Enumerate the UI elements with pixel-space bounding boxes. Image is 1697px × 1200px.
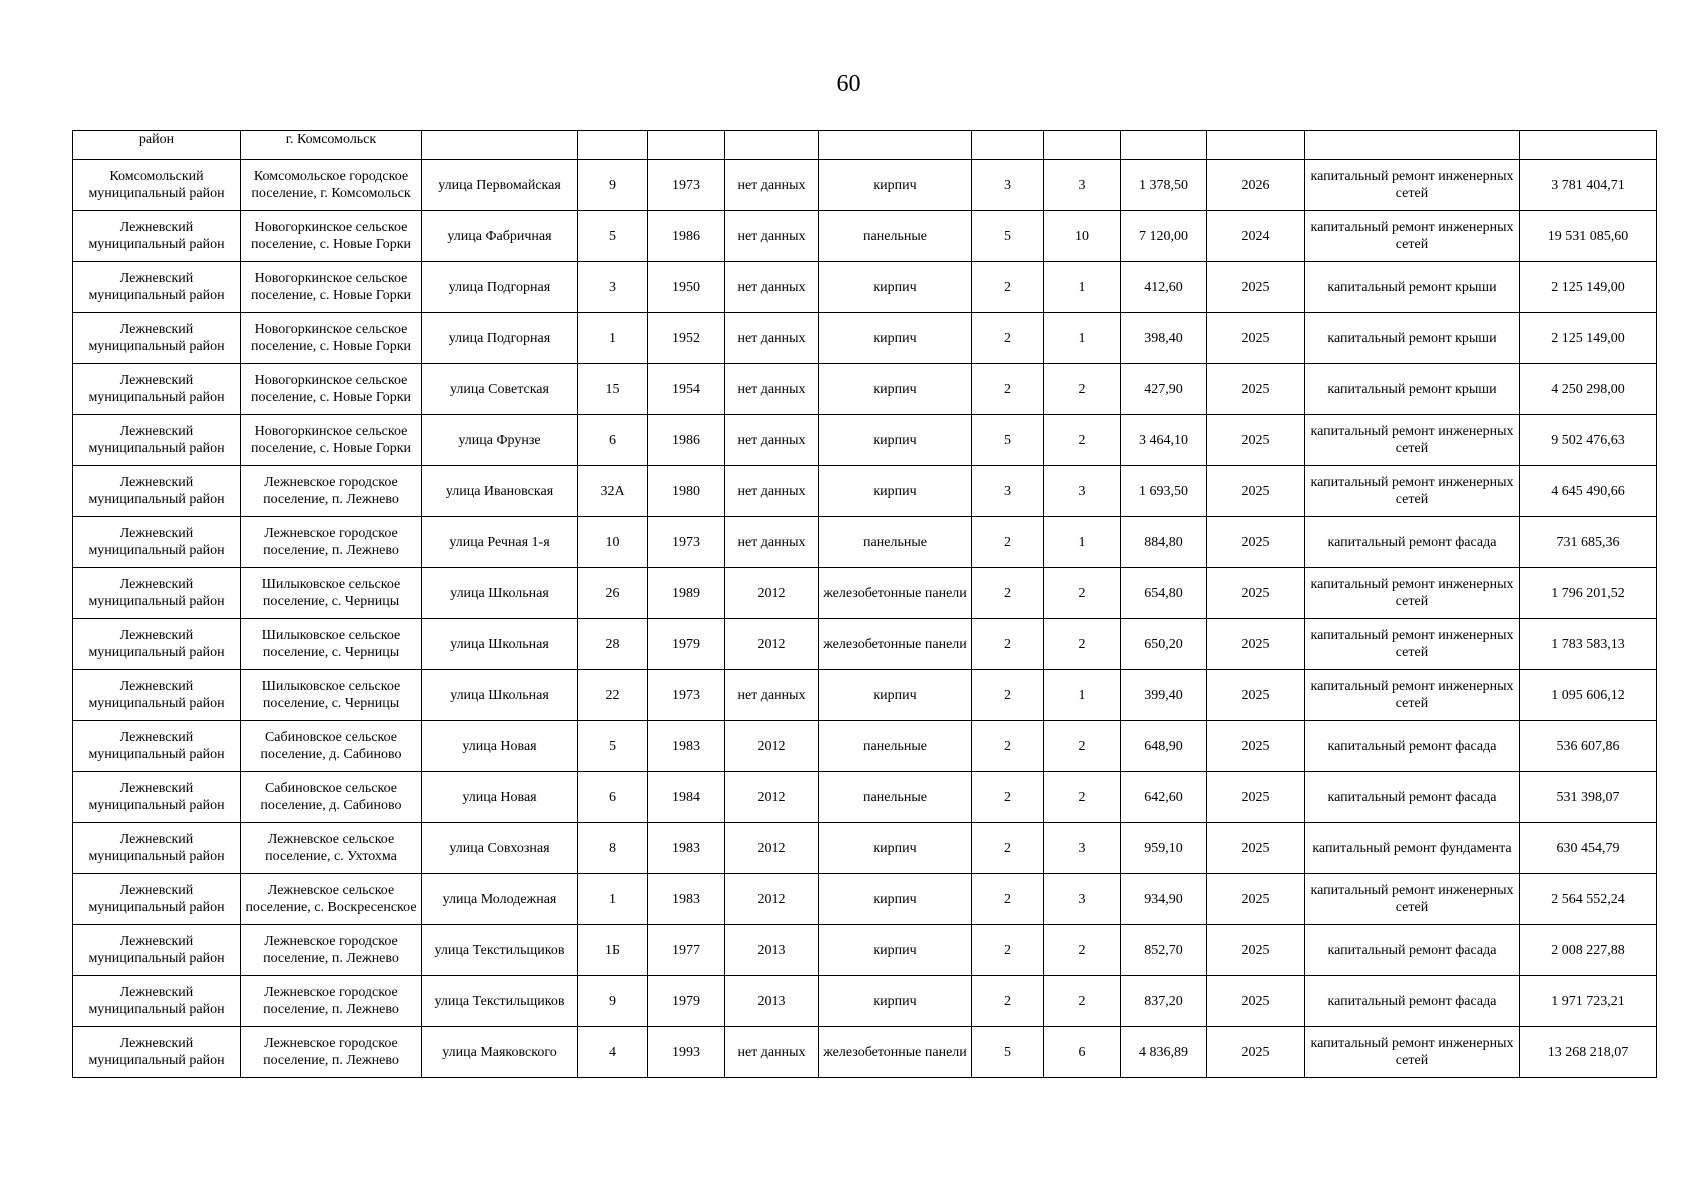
table-row (73, 160, 1657, 211)
cell-last-repair-year: нет данных (725, 364, 819, 415)
cell-build-year: 1954 (648, 364, 725, 415)
cell-wall-material: панельные (819, 721, 972, 772)
cell-area: 3 464,10 (1121, 415, 1207, 466)
cell-wall-material: железобетонные панели (819, 1027, 972, 1078)
cell-settlement: Лежневское городское поселение, п. Лежнево (241, 976, 422, 1027)
cell-last-repair-year: нет данных (725, 466, 819, 517)
cell-work-type: капитальный ремонт фундамента (1305, 823, 1520, 874)
table-row (73, 925, 1657, 976)
cell-street: улица Молодежная (422, 874, 578, 925)
cell-street: улица Текстильщиков (422, 925, 578, 976)
cell-work-type: капитальный ремонт фасада (1305, 517, 1520, 568)
cell-entrances (1044, 131, 1121, 160)
cell-street: улица Новая (422, 772, 578, 823)
cell-district: Лежневский муниципальный район (73, 466, 241, 517)
table-row (73, 313, 1657, 364)
table-row (73, 874, 1657, 925)
cell-street: улица Речная 1-я (422, 517, 578, 568)
cell-floors: 2 (972, 925, 1044, 976)
housing-repair-table (72, 130, 1657, 1078)
cell-wall-material: кирпич (819, 925, 972, 976)
cell-last-repair-year: нет данных (725, 211, 819, 262)
cell-house-number: 6 (578, 415, 648, 466)
cell-street: улица Подгорная (422, 313, 578, 364)
cell-area: 648,90 (1121, 721, 1207, 772)
cell-entrances: 3 (1044, 160, 1121, 211)
cell-floors: 2 (972, 874, 1044, 925)
cell-plan-year: 2025 (1207, 874, 1305, 925)
cell-work-type: капитальный ремонт фасада (1305, 772, 1520, 823)
cell-street (422, 131, 578, 160)
cell-floors: 2 (972, 619, 1044, 670)
cell-last-repair-year: 2012 (725, 721, 819, 772)
cell-entrances: 2 (1044, 568, 1121, 619)
cell-floors: 5 (972, 415, 1044, 466)
cell-street: улица Текстильщиков (422, 976, 578, 1027)
cell-entrances: 2 (1044, 772, 1121, 823)
cell-cost: 19 531 085,60 (1520, 211, 1657, 262)
cell-cost: 2 125 149,00 (1520, 313, 1657, 364)
cell-wall-material: кирпич (819, 415, 972, 466)
cell-settlement: Лежневское городское поселение, п. Лежнево (241, 517, 422, 568)
cell-area: 7 120,00 (1121, 211, 1207, 262)
cell-settlement: Новогоркинское сельское поселение, с. Новые Горки (241, 313, 422, 364)
cell-cost: 1 796 201,52 (1520, 568, 1657, 619)
cell-settlement: Сабиновское сельское поселение, д. Сабиново (241, 772, 422, 823)
cell-work-type: капитальный ремонт крыши (1305, 364, 1520, 415)
cell-district: Лежневский муниципальный район (73, 364, 241, 415)
cell-area: 959,10 (1121, 823, 1207, 874)
cell-build-year: 1993 (648, 1027, 725, 1078)
cell-street: улица Ивановская (422, 466, 578, 517)
cell-entrances: 2 (1044, 976, 1121, 1027)
cell-last-repair-year: 2013 (725, 976, 819, 1027)
cell-last-repair-year: 2012 (725, 568, 819, 619)
cell-floors: 2 (972, 568, 1044, 619)
cell-district: Лежневский муниципальный район (73, 262, 241, 313)
cell-house-number: 6 (578, 772, 648, 823)
cell-settlement: Лежневское сельское поселение, с. Воскресенское (241, 874, 422, 925)
cell-wall-material: панельные (819, 517, 972, 568)
cell-entrances: 2 (1044, 619, 1121, 670)
cell-cost: 630 454,79 (1520, 823, 1657, 874)
cell-last-repair-year (725, 131, 819, 160)
cell-house-number: 4 (578, 1027, 648, 1078)
cell-street: улица Школьная (422, 619, 578, 670)
table-row (73, 619, 1657, 670)
cell-cost: 2 008 227,88 (1520, 925, 1657, 976)
cell-floors: 3 (972, 160, 1044, 211)
table-row (73, 211, 1657, 262)
cell-plan-year: 2025 (1207, 772, 1305, 823)
cell-build-year: 1979 (648, 976, 725, 1027)
cell-area: 398,40 (1121, 313, 1207, 364)
cell-house-number: 9 (578, 160, 648, 211)
cell-plan-year: 2025 (1207, 1027, 1305, 1078)
cell-house-number: 22 (578, 670, 648, 721)
cell-plan-year: 2025 (1207, 262, 1305, 313)
table-row (73, 976, 1657, 1027)
table-row (73, 568, 1657, 619)
cell-work-type: капитальный ремонт крыши (1305, 313, 1520, 364)
cell-area: 399,40 (1121, 670, 1207, 721)
cell-district: район (73, 131, 241, 160)
cell-house-number: 5 (578, 721, 648, 772)
cell-work-type: капитальный ремонт инженерных сетей (1305, 415, 1520, 466)
cell-house-number: 5 (578, 211, 648, 262)
cell-work-type: капитальный ремонт инженерных сетей (1305, 211, 1520, 262)
cell-area: 884,80 (1121, 517, 1207, 568)
cell-street: улица Школьная (422, 568, 578, 619)
cell-street: улица Фрунзе (422, 415, 578, 466)
cell-wall-material: железобетонные панели (819, 568, 972, 619)
cell-build-year: 1984 (648, 772, 725, 823)
table-row (73, 415, 1657, 466)
cell-last-repair-year: нет данных (725, 313, 819, 364)
table-row (73, 823, 1657, 874)
cell-street: улица Совхозная (422, 823, 578, 874)
table-row-continuation (73, 131, 1657, 160)
cell-floors: 2 (972, 670, 1044, 721)
cell-house-number: 1 (578, 313, 648, 364)
cell-floors: 2 (972, 976, 1044, 1027)
cell-entrances: 1 (1044, 313, 1121, 364)
cell-settlement: Лежневское городское поселение, п. Лежнево (241, 925, 422, 976)
cell-settlement: Шилыковское сельское поселение, с. Черницы (241, 670, 422, 721)
cell-settlement: Сабиновское сельское поселение, д. Сабиново (241, 721, 422, 772)
cell-floors: 2 (972, 823, 1044, 874)
cell-build-year: 1979 (648, 619, 725, 670)
cell-wall-material (819, 131, 972, 160)
cell-plan-year: 2025 (1207, 619, 1305, 670)
cell-wall-material: кирпич (819, 160, 972, 211)
cell-last-repair-year: нет данных (725, 517, 819, 568)
cell-area: 412,60 (1121, 262, 1207, 313)
table-row (73, 721, 1657, 772)
cell-cost: 731 685,36 (1520, 517, 1657, 568)
cell-house-number: 15 (578, 364, 648, 415)
cell-street: улица Фабричная (422, 211, 578, 262)
cell-area: 4 836,89 (1121, 1027, 1207, 1078)
cell-cost: 1 783 583,13 (1520, 619, 1657, 670)
cell-settlement: Лежневское городское поселение, п. Лежнево (241, 466, 422, 517)
cell-work-type (1305, 131, 1520, 160)
cell-work-type: капитальный ремонт инженерных сетей (1305, 1027, 1520, 1078)
cell-house-number: 1Б (578, 925, 648, 976)
cell-street: улица Маяковского (422, 1027, 578, 1078)
cell-district: Лежневский муниципальный район (73, 517, 241, 568)
cell-last-repair-year: нет данных (725, 670, 819, 721)
cell-cost: 3 781 404,71 (1520, 160, 1657, 211)
cell-wall-material: кирпич (819, 976, 972, 1027)
table-row (73, 517, 1657, 568)
cell-build-year: 1983 (648, 721, 725, 772)
cell-cost: 4 645 490,66 (1520, 466, 1657, 517)
cell-entrances: 2 (1044, 364, 1121, 415)
cell-entrances: 6 (1044, 1027, 1121, 1078)
cell-street: улица Новая (422, 721, 578, 772)
cell-build-year: 1952 (648, 313, 725, 364)
cell-floors: 2 (972, 313, 1044, 364)
cell-district: Лежневский муниципальный район (73, 670, 241, 721)
cell-build-year: 1973 (648, 160, 725, 211)
cell-build-year (648, 131, 725, 160)
cell-plan-year: 2025 (1207, 721, 1305, 772)
cell-district: Лежневский муниципальный район (73, 1027, 241, 1078)
table-row (73, 466, 1657, 517)
cell-build-year: 1986 (648, 415, 725, 466)
cell-work-type: капитальный ремонт фасада (1305, 976, 1520, 1027)
cell-build-year: 1950 (648, 262, 725, 313)
cell-area: 427,90 (1121, 364, 1207, 415)
cell-last-repair-year: 2012 (725, 874, 819, 925)
cell-last-repair-year: нет данных (725, 1027, 819, 1078)
cell-plan-year: 2025 (1207, 976, 1305, 1027)
cell-floors: 5 (972, 211, 1044, 262)
cell-entrances: 3 (1044, 874, 1121, 925)
cell-area (1121, 131, 1207, 160)
cell-work-type: капитальный ремонт инженерных сетей (1305, 160, 1520, 211)
cell-entrances: 3 (1044, 823, 1121, 874)
cell-settlement: Новогоркинское сельское поселение, с. Новые Горки (241, 415, 422, 466)
cell-last-repair-year: 2012 (725, 619, 819, 670)
cell-cost: 4 250 298,00 (1520, 364, 1657, 415)
cell-wall-material: кирпич (819, 262, 972, 313)
cell-area: 934,90 (1121, 874, 1207, 925)
table-row (73, 772, 1657, 823)
cell-work-type: капитальный ремонт инженерных сетей (1305, 619, 1520, 670)
cell-floors: 2 (972, 517, 1044, 568)
cell-settlement: Лежневское сельское поселение, с. Ухтохма (241, 823, 422, 874)
cell-build-year: 1973 (648, 670, 725, 721)
cell-area: 837,20 (1121, 976, 1207, 1027)
table-body (73, 131, 1657, 1078)
cell-cost (1520, 131, 1657, 160)
table-row (73, 670, 1657, 721)
cell-cost: 9 502 476,63 (1520, 415, 1657, 466)
cell-house-number: 28 (578, 619, 648, 670)
cell-settlement: Лежневское городское поселение, п. Лежнево (241, 1027, 422, 1078)
cell-wall-material: кирпич (819, 874, 972, 925)
cell-district: Лежневский муниципальный район (73, 874, 241, 925)
table-row (73, 364, 1657, 415)
cell-settlement: Новогоркинское сельское поселение, с. Новые Горки (241, 211, 422, 262)
cell-street: улица Первомайская (422, 160, 578, 211)
cell-work-type: капитальный ремонт инженерных сетей (1305, 568, 1520, 619)
cell-entrances: 2 (1044, 721, 1121, 772)
cell-settlement: Новогоркинское сельское поселение, с. Новые Горки (241, 262, 422, 313)
cell-work-type: капитальный ремонт инженерных сетей (1305, 466, 1520, 517)
page-number: 60 (836, 71, 861, 97)
cell-wall-material: железобетонные панели (819, 619, 972, 670)
cell-cost: 1 095 606,12 (1520, 670, 1657, 721)
cell-floors (972, 131, 1044, 160)
cell-entrances: 3 (1044, 466, 1121, 517)
cell-plan-year: 2025 (1207, 568, 1305, 619)
cell-wall-material: кирпич (819, 364, 972, 415)
cell-house-number: 9 (578, 976, 648, 1027)
cell-build-year: 1980 (648, 466, 725, 517)
cell-area: 1 378,50 (1121, 160, 1207, 211)
cell-house-number: 8 (578, 823, 648, 874)
cell-district: Лежневский муниципальный район (73, 619, 241, 670)
cell-district: Лежневский муниципальный район (73, 823, 241, 874)
cell-entrances: 10 (1044, 211, 1121, 262)
cell-cost: 13 268 218,07 (1520, 1027, 1657, 1078)
cell-floors: 5 (972, 1027, 1044, 1078)
cell-district: Лежневский муниципальный район (73, 211, 241, 262)
cell-last-repair-year: 2012 (725, 772, 819, 823)
cell-floors: 2 (972, 262, 1044, 313)
cell-street: улица Школьная (422, 670, 578, 721)
cell-plan-year: 2025 (1207, 670, 1305, 721)
cell-entrances: 2 (1044, 925, 1121, 976)
cell-wall-material: панельные (819, 211, 972, 262)
cell-cost: 1 971 723,21 (1520, 976, 1657, 1027)
cell-last-repair-year: 2012 (725, 823, 819, 874)
cell-house-number: 10 (578, 517, 648, 568)
cell-build-year: 1989 (648, 568, 725, 619)
cell-settlement: Шилыковское сельское поселение, с. Черницы (241, 568, 422, 619)
cell-entrances: 1 (1044, 517, 1121, 568)
cell-district: Лежневский муниципальный район (73, 772, 241, 823)
cell-area: 654,80 (1121, 568, 1207, 619)
cell-settlement: г. Комсомольск (241, 131, 422, 160)
cell-floors: 2 (972, 772, 1044, 823)
cell-wall-material: панельные (819, 772, 972, 823)
table-row (73, 262, 1657, 313)
cell-floors: 3 (972, 466, 1044, 517)
cell-build-year: 1977 (648, 925, 725, 976)
cell-plan-year: 2025 (1207, 364, 1305, 415)
cell-cost: 2 125 149,00 (1520, 262, 1657, 313)
cell-last-repair-year: нет данных (725, 415, 819, 466)
cell-street: улица Подгорная (422, 262, 578, 313)
cell-settlement: Новогоркинское сельское поселение, с. Новые Горки (241, 364, 422, 415)
cell-area: 852,70 (1121, 925, 1207, 976)
cell-plan-year: 2025 (1207, 925, 1305, 976)
cell-district: Комсомольский муниципальный район (73, 160, 241, 211)
cell-cost: 536 607,86 (1520, 721, 1657, 772)
cell-area: 642,60 (1121, 772, 1207, 823)
cell-last-repair-year: нет данных (725, 160, 819, 211)
cell-build-year: 1983 (648, 823, 725, 874)
cell-district: Лежневский муниципальный район (73, 976, 241, 1027)
cell-plan-year: 2026 (1207, 160, 1305, 211)
cell-settlement: Комсомольское городское поселение, г. Комсомольск (241, 160, 422, 211)
cell-plan-year: 2025 (1207, 823, 1305, 874)
cell-build-year: 1973 (648, 517, 725, 568)
cell-last-repair-year: нет данных (725, 262, 819, 313)
cell-plan-year: 2024 (1207, 211, 1305, 262)
cell-work-type: капитальный ремонт фасада (1305, 925, 1520, 976)
cell-wall-material: кирпич (819, 823, 972, 874)
cell-entrances: 1 (1044, 670, 1121, 721)
cell-plan-year: 2025 (1207, 415, 1305, 466)
cell-settlement: Шилыковское сельское поселение, с. Черницы (241, 619, 422, 670)
cell-district: Лежневский муниципальный район (73, 721, 241, 772)
cell-last-repair-year: 2013 (725, 925, 819, 976)
cell-district: Лежневский муниципальный район (73, 313, 241, 364)
cell-wall-material: кирпич (819, 670, 972, 721)
cell-entrances: 2 (1044, 415, 1121, 466)
cell-district: Лежневский муниципальный район (73, 568, 241, 619)
cell-plan-year: 2025 (1207, 313, 1305, 364)
cell-cost: 531 398,07 (1520, 772, 1657, 823)
cell-house-number: 1 (578, 874, 648, 925)
cell-work-type: капитальный ремонт инженерных сетей (1305, 874, 1520, 925)
cell-district: Лежневский муниципальный район (73, 925, 241, 976)
cell-house-number: 3 (578, 262, 648, 313)
cell-work-type: капитальный ремонт фасада (1305, 721, 1520, 772)
cell-wall-material: кирпич (819, 313, 972, 364)
cell-entrances: 1 (1044, 262, 1121, 313)
cell-area: 1 693,50 (1121, 466, 1207, 517)
cell-cost: 2 564 552,24 (1520, 874, 1657, 925)
cell-house-number (578, 131, 648, 160)
cell-plan-year: 2025 (1207, 466, 1305, 517)
cell-floors: 2 (972, 364, 1044, 415)
cell-plan-year: 2025 (1207, 517, 1305, 568)
cell-plan-year (1207, 131, 1305, 160)
table-row (73, 1027, 1657, 1078)
cell-street: улица Советская (422, 364, 578, 415)
cell-work-type: капитальный ремонт инженерных сетей (1305, 670, 1520, 721)
cell-house-number: 26 (578, 568, 648, 619)
cell-district: Лежневский муниципальный район (73, 415, 241, 466)
cell-build-year: 1986 (648, 211, 725, 262)
cell-work-type: капитальный ремонт крыши (1305, 262, 1520, 313)
cell-floors: 2 (972, 721, 1044, 772)
cell-build-year: 1983 (648, 874, 725, 925)
cell-area: 650,20 (1121, 619, 1207, 670)
cell-house-number: 32А (578, 466, 648, 517)
cell-wall-material: кирпич (819, 466, 972, 517)
